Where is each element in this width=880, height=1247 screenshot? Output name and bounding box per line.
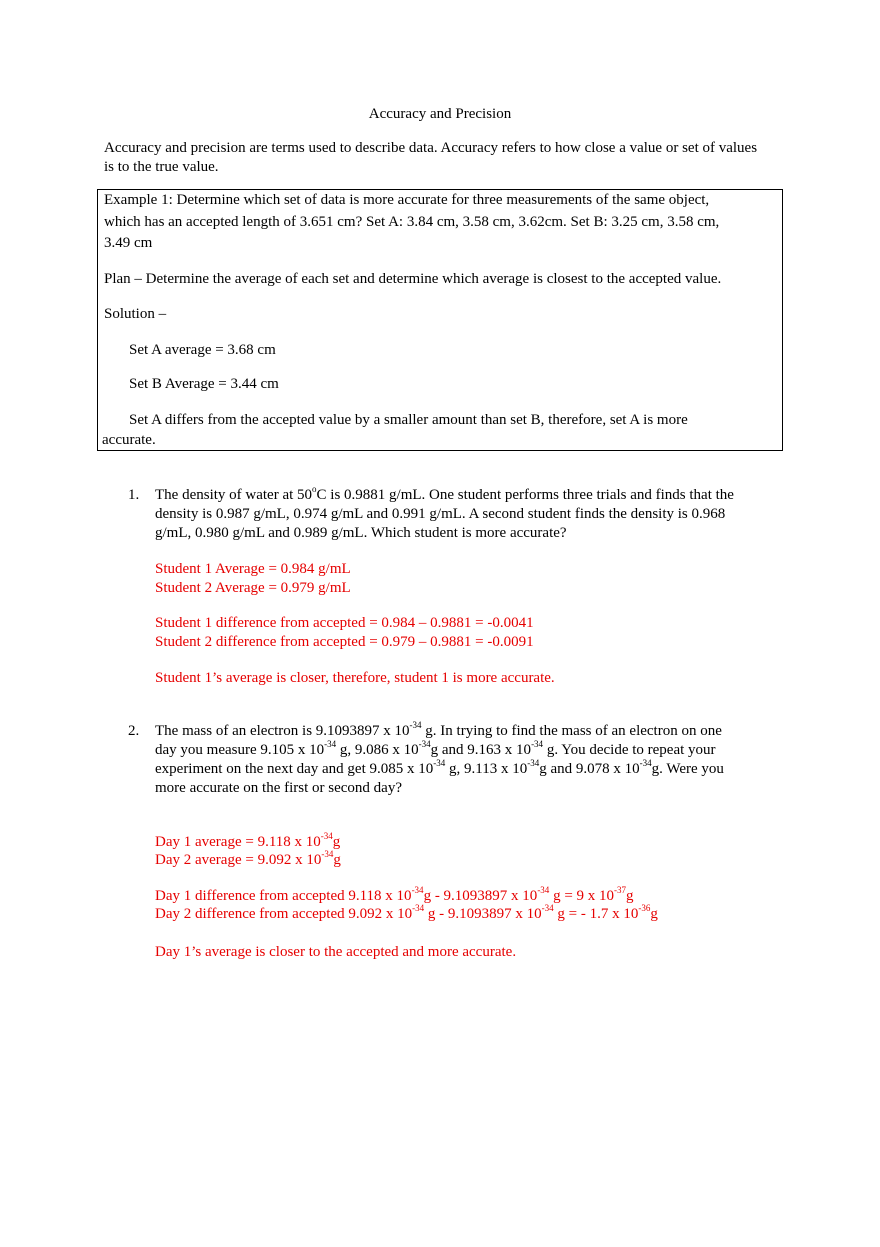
q1-answer-diff1: Student 1 difference from accepted = 0.984 – 0.9881 = -0.0041 bbox=[155, 615, 534, 631]
q2-number: 2. bbox=[128, 723, 140, 739]
example-plan: Plan – Determine the average of each set and determine which average is closest to the accepted value. bbox=[104, 271, 722, 287]
q1-line1: The density of water at 50$^o$C is 0.9881 g/mL. One student performs three trials and finds that the bbox=[155, 484, 734, 503]
q1-answer-avg1: Student 1 Average = 0.984 g/mL bbox=[155, 561, 351, 577]
example-box bbox=[97, 189, 783, 451]
intro-paragraph: Accuracy and precision are terms used to describe data. Accuracy refers to how close a value or set of values is to the true value. bbox=[104, 140, 758, 175]
example-question-line1: Example 1: Determine which set of data is more accurate for three measurements of the same object, bbox=[104, 192, 710, 208]
q1-answer-diff2: Student 2 difference from accepted = 0.979 – 0.9881 = -0.0091 bbox=[155, 634, 534, 650]
example-question-line3: 3.49 cm bbox=[104, 235, 153, 251]
q2-answer-conclusion: Day 1’s average is closer to the accepted and more accurate. bbox=[155, 944, 517, 960]
q1-line2: density is 0.987 g/mL, 0.974 g/mL and 0.991 g/mL. A second student finds the density is 0.968 bbox=[155, 506, 726, 522]
q1-answer-avg2: Student 2 Average = 0.979 g/mL bbox=[155, 580, 351, 596]
example-conclusion-line2: accurate. bbox=[102, 432, 156, 448]
q1-number: 1. bbox=[128, 487, 140, 503]
page-title: Accuracy and Precision bbox=[368, 106, 512, 122]
example-set-a: Set A average = 3.68 cm bbox=[129, 342, 276, 358]
q1-answer-conclusion: Student 1’s average is closer, therefore, student 1 is more accurate. bbox=[155, 670, 555, 686]
q1-line3: g/mL, 0.980 g/mL and 0.989 g/mL. Which student is more accurate? bbox=[155, 525, 567, 541]
q2-answer-day2-average: Day 2 average = 9.092 x $10^{-34}g$ bbox=[155, 849, 341, 868]
q2-answer-day1-average: Day 1 average = 9.118 x $10^{-34}g$ bbox=[155, 831, 341, 850]
q2-line1: The mass of an electron is 9.1093897 x $10^{-34}$ g. In trying to find the mass of an electron on one bbox=[155, 720, 722, 739]
q2-answer-day1-difference: Day 1 difference from accepted 9.118 x $10^{-34}g - 9.1093897$ x $10^{-34}$ g = 9 x $10^{-37}g$ bbox=[155, 885, 634, 904]
example-solution-label: Solution – bbox=[104, 306, 167, 322]
q2-line4: more accurate on the first or second day? bbox=[155, 780, 402, 796]
q2-line2: day you measure 9.105 x $10^{-34}$ g, 9.086 x $10^{-34}g$ and 9.163 x $10^{-34}$ g. You decide to repeat your bbox=[155, 739, 716, 758]
q2-answer-day2-difference: Day 2 difference from accepted 9.092 x $10^{-34}$ g - 9.1093897 x $10^{-34}$ g = - 1.7 x $10^{-36}g$ bbox=[155, 903, 658, 922]
example-question-line2: which has an accepted length of 3.651 cm? Set A: 3.84 cm, 3.58 cm, 3.62cm. Set B: 3.25 cm, 3.58 cm, bbox=[104, 214, 720, 230]
example-conclusion-line1: Set A differs from the accepted value by a smaller amount than set B, therefore, set A is more bbox=[129, 412, 688, 428]
example-set-b: Set B Average = 3.44 cm bbox=[129, 376, 279, 392]
q2-line3: experiment on the next day and get 9.085 x $10^{-34}$ g, 9.113 x $10^{-34}g$ and 9.078 x $10^{-34}g$. Were you bbox=[155, 758, 724, 777]
